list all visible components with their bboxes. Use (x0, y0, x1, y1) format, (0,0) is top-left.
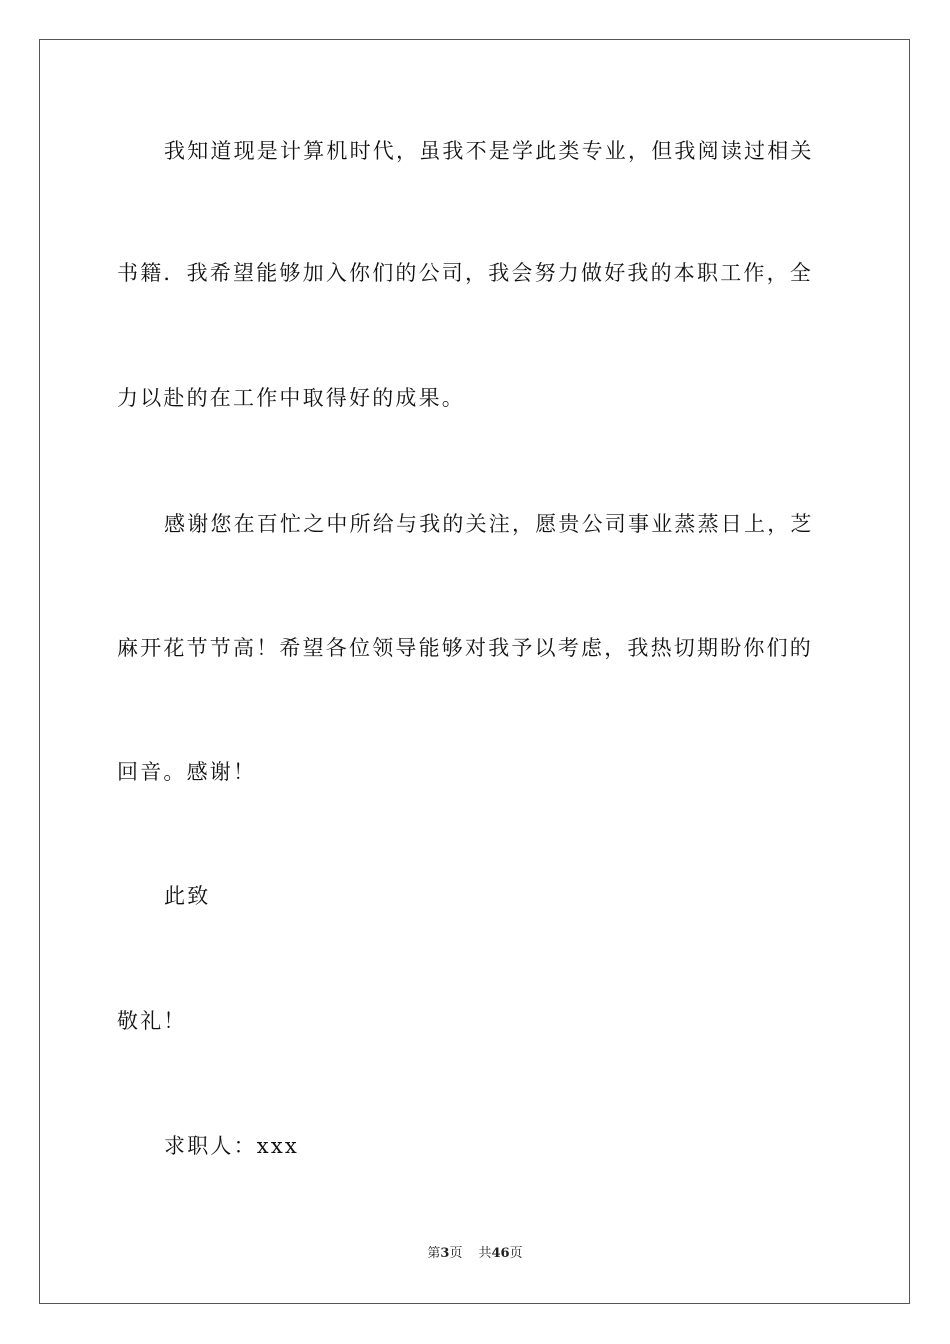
paragraph-line-3: 力以赴的在工作中取得好的成果。 (117, 386, 465, 410)
closing-salutation: 此致 (164, 884, 211, 908)
signature-line: 求职人：xxx (164, 1134, 299, 1158)
total-prefix: 共 (478, 1246, 492, 1261)
paragraph-line-1: 我知道现是计算机时代，虽我不是学此类专业，但我阅读过相关 (164, 139, 814, 163)
closing-respect: 敬礼！ (117, 1009, 187, 1033)
total-suffix: 页 (509, 1246, 523, 1261)
total-pages: 46 (491, 1246, 510, 1261)
page-suffix: 页 (449, 1246, 463, 1261)
paragraph-line-4: 感谢您在百忙之中所给与我的关注，愿贵公司事业蒸蒸日上，芝 (164, 512, 814, 536)
paragraph-line-6: 回音。感谢！ (117, 760, 257, 784)
page-prefix: 第 (427, 1246, 441, 1261)
page-footer (0, 1244, 950, 1264)
page-border (39, 39, 910, 1304)
paragraph-line-5: 麻开花节节高！希望各位领导能够对我予以考虑，我热切期盼你们的 (117, 636, 813, 660)
paragraph-line-2: 书籍．我希望能够加入你们的公司，我会努力做好我的本职工作，全 (117, 261, 813, 285)
page-number: 3 (440, 1246, 450, 1261)
